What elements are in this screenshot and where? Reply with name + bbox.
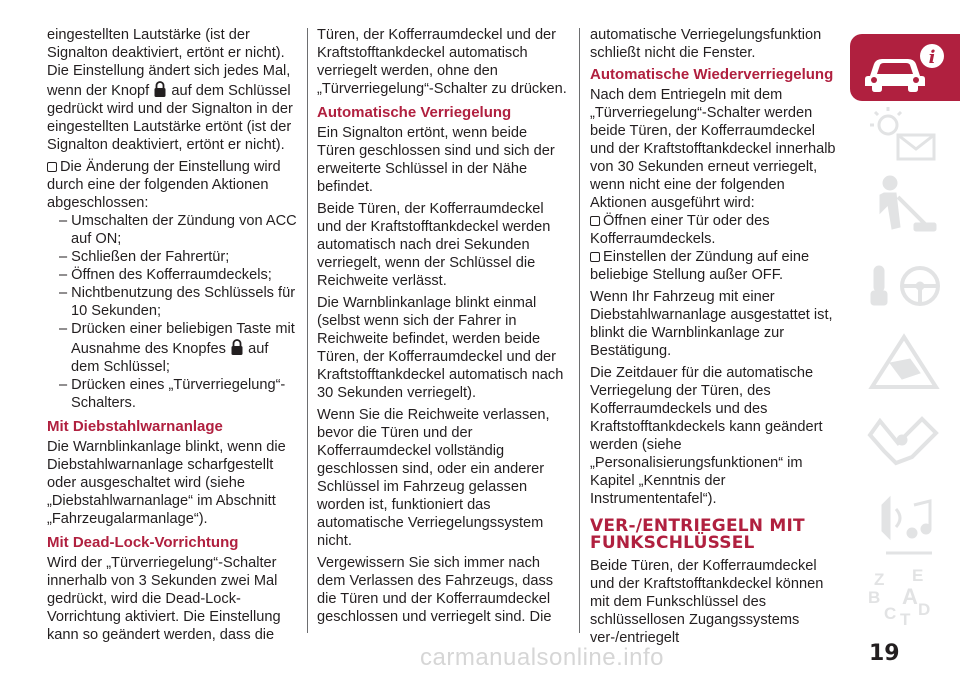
- paragraph-text: Die Änderung der Einstellung wird durch eine der folgenden Aktionen abgeschlossen:: [47, 159, 281, 211]
- bullet-text: Einstellen der Zündung auf eine beliebige Stellung außer OFF.: [590, 249, 810, 283]
- seat-safety-icon: [880, 176, 936, 231]
- section-heading: Automatische Wiederverriegelung: [590, 66, 834, 83]
- text-column-left: [47, 26, 299, 648]
- section-heading: Mit Dead-Lock-Vorrichtung: [47, 534, 239, 551]
- list-item-text: auf dem Schlüssel;: [71, 341, 269, 375]
- warning-light-icon: [870, 107, 934, 159]
- watermark: carmanualsonline.info: [420, 644, 664, 671]
- list-item: – Drücken eines „Türverriegelung“-Schalters.: [59, 377, 286, 411]
- list-item: [47, 320, 299, 376]
- checkbox-icon: [590, 216, 600, 226]
- chapter-heading: VER-/ENTRIEGELN MIT FUNKSCHLÜSSEL: [590, 516, 805, 553]
- index-letter: A: [902, 584, 918, 609]
- bullet-text: Öffnen einer Tür oder des Kofferraumdeckels.: [590, 213, 770, 247]
- car-info-icon: [850, 34, 960, 101]
- emergency-icon: [872, 337, 936, 387]
- paragraph: Die Warnblinkanlage blinkt einmal (selbst wenn sich der Fahrer in Reichweite befindet, werden beide Türen, der Kofferraumdeckel und der Kraftstofftankdeckel automatisch nach 30 Sekunden verriegelt).: [317, 295, 564, 401]
- bullet-item: [590, 248, 842, 284]
- paragraph: Wird der „Türverriegelung“-Schalter innerhalb von 3 Sekunden zwei Mal gedrückt, wird die Dead-Lock-Vorrichtung aktiviert. Die Einstellung kann so geändert werden, dass die: [47, 555, 281, 643]
- paragraph: Türen, der Kofferraumdeckel und der Kraftstofftankdeckel automatisch verriegelt werden, ohne den „Türverriegelung“-Schalter zu drücken.: [317, 27, 567, 97]
- paragraph-text: auf dem Schlüssel gedrückt wird und der Signalton in der eingestellten Lautstärke ertönt (ist der Signalton deaktiviert, ertönt er nicht).: [47, 83, 293, 153]
- paragraph: Nach dem Entriegeln mit dem „Türverriegelung“-Schalter werden beide Türen, der Kofferraumdeckel und der Kraftstofftankdeckel innerhalb von 30 Sekunden erneut verriegelt, wenn nicht eine der folgenden Aktionen ausgeführt wird:: [590, 87, 836, 211]
- paragraph: [47, 158, 299, 212]
- paragraph: Wenn Sie die Reichweite verlassen, bevor die Türen und der Kofferraumdeckel vollständig geschlossen sind, oder ein anderer Schlüssel im Fahrzeug gelassen worden ist, funktioniert das automatische Verriegelungssystem nicht.: [317, 407, 550, 549]
- list-item: – Umschalten der Zündung von ACC auf ON;: [59, 213, 297, 247]
- starting-driving-icon: [871, 266, 938, 305]
- column-divider: [579, 28, 580, 633]
- index-letter: T: [900, 610, 911, 629]
- checkbox-icon: [47, 162, 57, 172]
- paragraph: [47, 26, 299, 154]
- paragraph: Vergewissern Sie sich immer nach dem Verlassen des Fahrzeugs, dass die Türen und der Kofferraumdeckel geschlossen und verriegelt sind. Die: [317, 555, 554, 625]
- section-heading: Mit Diebstahlwarnanlage: [47, 418, 223, 435]
- lock-icon: [230, 338, 244, 356]
- paragraph: automatische Verriegelungsfunktion schließt nicht die Fenster.: [590, 27, 822, 61]
- maintenance-icon: [870, 419, 936, 463]
- paragraph: Die Warnblinkanlage blinkt, wenn die Diebstahlwarnanlage scharfgestellt oder ausgeschaltet wird (siehe „Diebstahlwarnanlage“ im Abschnitt „Fahrzeugalarmanlage“).: [47, 439, 286, 527]
- column-divider: [307, 28, 308, 633]
- list-item-text: – Drücken einer beliebigen Taste mit Ausnahme des Knopfes: [59, 321, 295, 357]
- text-column-right: [590, 26, 842, 651]
- paragraph: Beide Türen, der Kofferraumdeckel und der Kraftstofftankdeckel werden automatisch nach drei Sekunden verriegelt, wenn der Schlüssel die Reichweite verlässt.: [317, 201, 551, 289]
- chapter-ghost-icons: [850, 101, 960, 641]
- index-letter: D: [918, 600, 931, 619]
- list-item: – Nichtbenutzung des Schlüssels für 10 Sekunden;: [59, 285, 296, 319]
- list-item: – Schließen der Fahrertür;: [59, 249, 230, 265]
- list-item: – Öffnen des Kofferraumdeckels;: [59, 267, 272, 283]
- index-letter: C: [884, 604, 897, 623]
- index-letter: B: [868, 588, 881, 607]
- paragraph: Ein Signalton ertönt, wenn beide Türen geschlossen sind und sich der erweiterte Schlüssel in der Nähe befindet.: [317, 125, 555, 195]
- text-column-middle: [317, 26, 569, 630]
- checkbox-icon: [590, 252, 600, 262]
- paragraph: Beide Türen, der Kofferraumdeckel und der Kraftstofftankdeckel können mit dem Funkschlüssel des schlüssellosen Zugangssystems ver-/entriegelt: [590, 558, 824, 646]
- lock-icon: [153, 80, 167, 98]
- paragraph: Wenn Ihr Fahrzeug mit einer Diebstahlwarnanlage ausgestattet ist, blinkt die Warnblinkanlage zur Bestätigung.: [590, 289, 833, 359]
- section-heading: Automatische Verriegelung: [317, 104, 512, 121]
- bullet-item: [590, 212, 842, 248]
- multimedia-icon: [882, 497, 932, 553]
- page-number: 19: [869, 641, 900, 666]
- index-letter: Z: [874, 570, 885, 589]
- chapter-tab-strip: [850, 0, 960, 678]
- chapter-tab-active[interactable]: [850, 34, 960, 101]
- index-letter: E: [912, 566, 924, 585]
- svg-text:i: i: [928, 47, 936, 68]
- paragraph: Die Zeitdauer für die automatische Verriegelung der Türen, des Kofferraumdeckels und des Kraftstofftankdeckels kann geändert werden (siehe „Personalisierungsfunktionen“ im Kapitel „Kenntnis der Instrumententafel“).: [590, 365, 823, 507]
- paragraph-text: eingestellten Lautstärke (ist der Signalton deaktiviert, ertönt er nicht). Die Einstellung ändert sich jedes Mal, wenn der Knopf: [47, 27, 291, 99]
